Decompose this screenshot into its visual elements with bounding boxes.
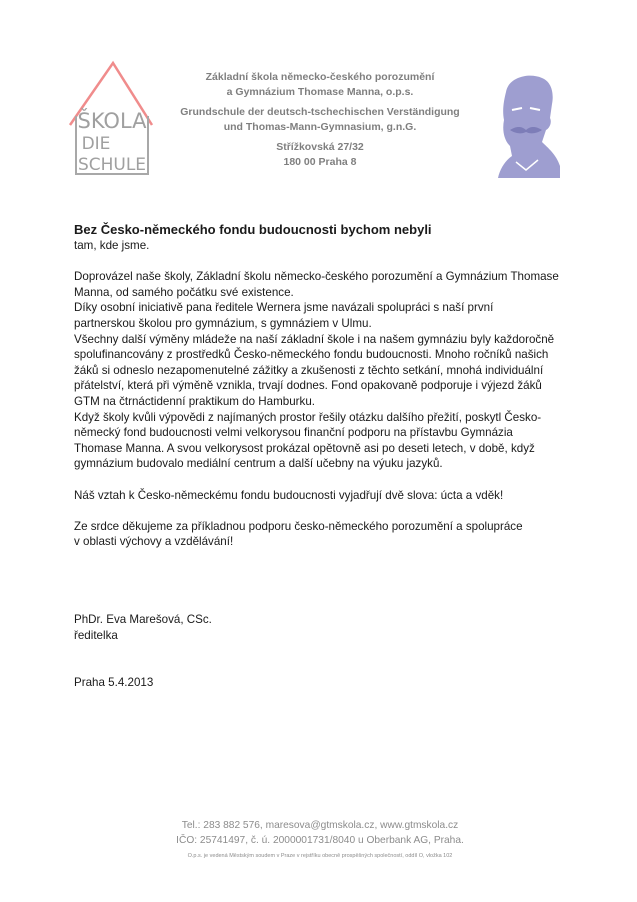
text-line: Když školy kvůli výpovědi z najímaných prostor řešily otázku dalšího přežití, poskytl Česko- [74,410,542,424]
footer-registry: O.p.s. je vedená Městským soudem v Praze v rejstříku obecně prospěšných společností, oddíl O, vložka 102 [187,853,453,859]
school-name-de-1: Grundschule der deutsch-tschechischen Verständigung [180,106,460,118]
school-logo [66,56,156,178]
letter-title: Bez Česko-německého fondu budoucnosti bychom nebyli [74,222,432,237]
logo-line1: ŠKOLA [77,109,147,133]
text-line: žáků si odneslo nezapomenutelné zážitky a zkušenosti z těchto setkání, mnohá individuální [74,363,544,377]
logo-line3: SCHULE [77,155,147,175]
text-line: Všechny další výměny mládeže na naší základní škole i na našem gymnáziu byly každoročně [74,332,555,346]
school-name-cz-2: a Gymnázium Thomase Manna, o.p.s. [226,86,414,98]
portrait [492,70,562,180]
school-name-de-2: und Thomas-Mann-Gymnasium, g.n.G. [223,121,417,133]
footer-contact: Tel.: 283 882 576, maresova@gtmskola.cz, www.gtmskola.cz [181,820,459,831]
signature-name: PhDr. Eva Marešová, CSc. [74,613,212,627]
school-name-cz-1: Základní škola německo-českého porozumění [205,71,435,83]
text-line: Díky osobní iniciativě pana ředitele Wernera jsme navázali spolupráci s naší první [74,301,494,315]
letterhead [170,70,470,170]
text-line: Thomase Manna. A svou velkorysost prokázal opětovně asi po deseti letech, v době, když [74,441,535,455]
text-line: Ze srdce děkujeme za příkladnou podporu česko-německého porozumění a spolupráce [74,519,523,533]
text-line: Doprovázel naše školy, Základní školu německo-českého porozumění a Gymnázium Thomase [74,270,559,284]
text-line: Manna, od samého počátku své existence. [74,285,294,299]
footer-bank: IČO: 25741497, č. ú. 2000001731/8040 u Oberbank AG, Praha. [176,835,464,846]
letter-body [74,222,574,690]
logo-line2: DIE [81,134,111,154]
text-line: v oblasti výchovy a vzdělávání! [74,535,234,549]
thomas-mann-portrait-icon [492,70,562,180]
text-line: německý fond budoucnosti velmi velkorysou finanční podporu na přístavbu Gymnázia [74,426,513,440]
paragraph-3 [74,519,574,550]
paragraph-2: Náš vztah k Česko-německému fondu budoucnosti vyjadřují dvě slova: úcta a vděk! [74,488,504,502]
text-line: partnerskou školou pro gymnázium, s gymnáziem v Ulmu. [74,316,372,330]
text-line: spolufinancovány z prostředků Česko-německého fondu budoucnosti. Mnoho ročníků našich [74,348,549,362]
letter-title-continuation: tam, kde jsme. [74,239,150,252]
paragraph-1 [74,269,574,472]
address-city: 180 00 Praha 8 [283,156,357,168]
address-street: Střížkovská 27/32 [276,141,364,153]
place-date: Praha 5.4.2013 [74,675,154,689]
signature-role: ředitelka [74,628,118,642]
house-logo-icon [66,56,156,178]
text-line: gymnázium budovalo mediální centrum a další učebny na výuku jazyků. [74,457,443,471]
text-line: přátelství, která při výměně vznikla, trvají dodnes. Fond opakovaně podporuje i výjezd žáků [74,379,542,393]
footer [150,818,490,862]
text-line: GTM na čtrnáctidenní praktikum do Hamburku. [74,394,315,408]
